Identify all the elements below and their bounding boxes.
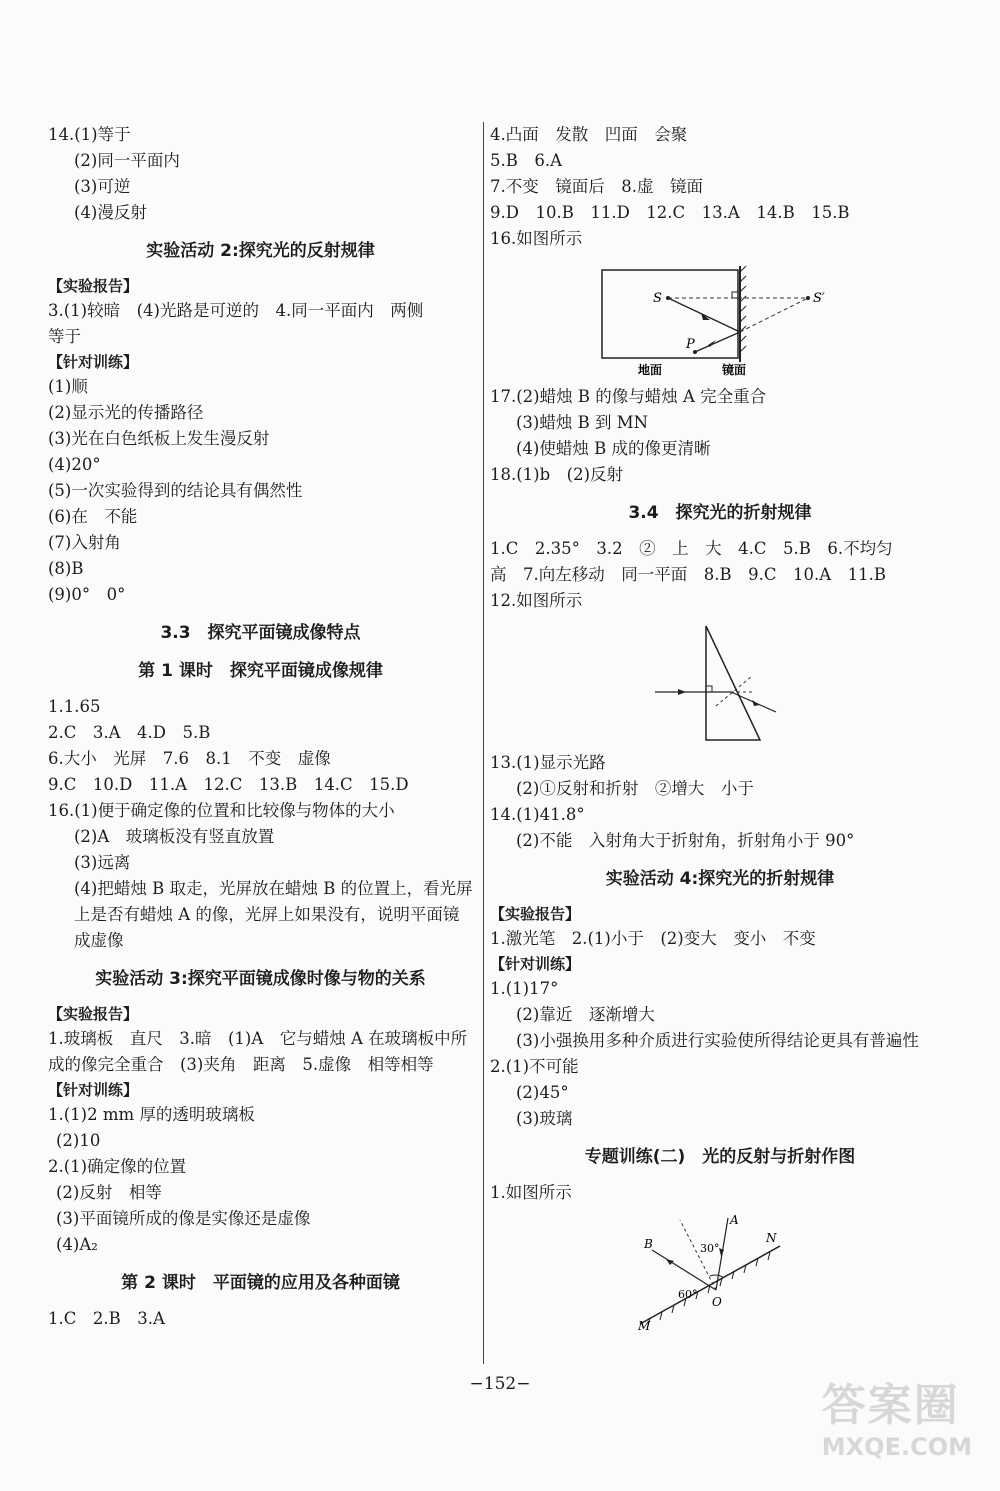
q14-line-1: 14.(1)等于 bbox=[48, 125, 131, 144]
label-n: N bbox=[766, 1231, 777, 1245]
section34-title: 3.4 探究光的折射规律 bbox=[628, 503, 812, 523]
report-tag: 【实验报告】 bbox=[490, 905, 581, 923]
label-m: M bbox=[638, 1319, 651, 1333]
activity2-training-line: (5)一次实验得到的结论具有偶然性 bbox=[48, 481, 303, 500]
answer-line: 16.如图所示 bbox=[490, 229, 583, 248]
activity4-training-1-3: (3)小强换用多种介质进行实验使所得结论更具有普遍性 bbox=[516, 1031, 919, 1050]
page-number: −152− bbox=[469, 1374, 531, 1394]
lesson2-answer: 1.C 2.B 3.A bbox=[48, 1309, 165, 1328]
training-tag: 【针对训练】 bbox=[48, 1081, 139, 1099]
q17-line: (4)使蜡烛 B 成的像更清晰 bbox=[516, 439, 711, 458]
q14-line-3: (3)可逆 bbox=[74, 177, 131, 196]
report-tag: 【实验报告】 bbox=[48, 1005, 139, 1023]
activity2-training-line: (4)20° bbox=[48, 455, 101, 474]
special-training-title: 专题训练(二) 光的反射与折射作图 bbox=[584, 1147, 856, 1167]
left-column bbox=[48, 122, 473, 1332]
activity4-training-1: 1.(1)17° bbox=[490, 979, 559, 998]
activity3-training-1: 1.(1)2 mm 厚的透明玻璃板 bbox=[48, 1105, 255, 1124]
q18-line: 18.(1)b (2)反射 bbox=[490, 465, 624, 484]
watermark-logo-text: 答案圈 bbox=[821, 1380, 960, 1431]
special-q1: 1.如图所示 bbox=[490, 1183, 572, 1202]
q13-line: (2)①反射和折射 ②增大 小于 bbox=[516, 779, 754, 798]
label-a: A bbox=[730, 1213, 739, 1227]
activity2-training-line: (1)顺 bbox=[48, 377, 88, 396]
activity4-training-2: (2)45° bbox=[516, 1083, 569, 1102]
reflection-refraction-figure bbox=[490, 1212, 950, 1334]
answer-line: 7.不变 镜面后 8.虚 镜面 bbox=[490, 177, 703, 196]
q13-line: 13.(1)显示光路 bbox=[490, 753, 606, 772]
activity4-training-2: 2.(1)不可能 bbox=[490, 1057, 579, 1076]
activity2-training-line: (2)显示光的传播路径 bbox=[48, 403, 204, 422]
q14-line-4: (4)漫反射 bbox=[74, 203, 147, 222]
q14-line-2: (2)同一平面内 bbox=[74, 151, 180, 170]
section33-title: 3.3 探究平面镜成像特点 bbox=[160, 623, 361, 643]
label-mirror: 镜面 bbox=[722, 363, 747, 377]
prism-refraction-figure bbox=[490, 620, 950, 744]
activity2-training-line: (8)B bbox=[48, 559, 84, 578]
label-p: P bbox=[686, 337, 695, 352]
right-column bbox=[490, 122, 950, 1340]
activity4-training-2: (3)玻璃 bbox=[516, 1109, 573, 1128]
activity4-report: 1.激光笔 2.(1)小于 (2)变大 变小 不变 bbox=[490, 929, 816, 948]
activity2-training-line: (9)0° 0° bbox=[48, 585, 126, 604]
lesson1-title: 第 1 课时 探究平面镜成像规律 bbox=[138, 661, 383, 681]
lesson1-answer: 2.C 3.A 4.D 5.B bbox=[48, 723, 211, 742]
label-s-prime: S′ bbox=[813, 291, 825, 306]
lesson2-title: 第 2 课时 平面镜的应用及各种面镜 bbox=[121, 1273, 400, 1293]
mirror-reflection-figure bbox=[490, 258, 950, 378]
label-b: B bbox=[644, 1237, 653, 1251]
activity3-training-1: (2)10 bbox=[56, 1131, 101, 1150]
lesson1-answer: 6.大小 光屏 7.6 8.1 不变 虚像 bbox=[48, 749, 331, 768]
activity2-training-line: (6)在 不能 bbox=[48, 507, 138, 526]
watermark-url: MXQE.COM bbox=[821, 1433, 972, 1461]
label-floor: 地面 bbox=[638, 363, 663, 377]
training-tag: 【针对训练】 bbox=[490, 955, 581, 973]
label-angle-60: 60° bbox=[678, 1288, 698, 1301]
q16-sub: (3)远离 bbox=[74, 853, 131, 872]
training-tag: 【针对训练】 bbox=[48, 353, 139, 371]
watermark bbox=[822, 1369, 972, 1461]
activity3-training-2: 2.(1)确定像的位置 bbox=[48, 1157, 187, 1176]
lesson1-answer: 1.1.65 bbox=[48, 697, 101, 716]
q17-line: (3)蜡烛 B 到 MN bbox=[516, 413, 649, 432]
activity2-report-2: 等于 bbox=[48, 327, 81, 346]
activity3-training-2: (2)反射 相等 bbox=[56, 1183, 162, 1202]
section34-answer: 12.如图所示 bbox=[490, 591, 583, 610]
activity3-report: 1.玻璃板 直尺 3.暗 (1)A 它与蜡烛 A 在玻璃板中所成的像完全重合 (3)夹角 距离 5.虚像 相等相等 bbox=[48, 1029, 468, 1074]
q16-sub: (2)A 玻璃板没有竖直放置 bbox=[74, 827, 275, 846]
q14-line: (2)不能 入射角大于折射角，折射角小于 90° bbox=[516, 831, 855, 850]
q17-line: 17.(2)蜡烛 B 的像与蜡烛 A 完全重合 bbox=[490, 387, 767, 406]
answer-line: 5.B 6.A bbox=[490, 151, 563, 170]
activity4-title: 实验活动 4:探究光的折射规律 bbox=[605, 869, 835, 889]
activity2-training-line: (3)光在白色纸板上发生漫反射 bbox=[48, 429, 270, 448]
activity2-report-1: 3.(1)较暗 (4)光路是可逆的 4.同一平面内 两侧 bbox=[48, 301, 424, 320]
activity3-training-2: (3)平面镜所成的像是实像还是虚像 bbox=[56, 1209, 311, 1228]
answer-line: 4.凸面 发散 凹面 会聚 bbox=[490, 125, 688, 144]
q16-part4: (4)把蜡烛 B 取走，光屏放在蜡烛 B 的位置上，看光屏上是否有蜡烛 A 的像，光屏上如果没有，说明平面镜成虚像 bbox=[74, 879, 473, 950]
activity2-training-line: (7)入射角 bbox=[48, 533, 121, 552]
label-s: S bbox=[653, 291, 662, 306]
section34-answer: 1.C 2.35° 3.2 ② 上 大 4.C 5.B 6.不均匀 bbox=[490, 539, 893, 558]
answer-line: 9.D 10.B 11.D 12.C 13.A 14.B 15.B bbox=[490, 203, 850, 222]
lesson1-answer: 16.(1)便于确定像的位置和比较像与物体的大小 bbox=[48, 801, 395, 820]
report-tag: 【实验报告】 bbox=[48, 277, 139, 295]
activity4-training-1: (2)靠近 逐渐增大 bbox=[516, 1005, 655, 1024]
label-angle-30: 30° bbox=[700, 1242, 720, 1255]
activity2-title: 实验活动 2:探究光的反射规律 bbox=[146, 241, 375, 261]
activity3-title: 实验活动 3:探究平面镜成像时像与物的关系 bbox=[95, 969, 426, 989]
column-divider bbox=[483, 122, 484, 1364]
section34-answer: 高 7.向左移动 同一平面 8.B 9.C 10.A 11.B bbox=[490, 565, 886, 584]
q14-line: 14.(1)41.8° bbox=[490, 805, 585, 824]
activity3-training-2: (4)A₂ bbox=[56, 1235, 98, 1254]
lesson1-answer: 9.C 10.D 11.A 12.C 13.B 14.C 15.D bbox=[48, 775, 409, 794]
label-o: O bbox=[712, 1295, 722, 1309]
